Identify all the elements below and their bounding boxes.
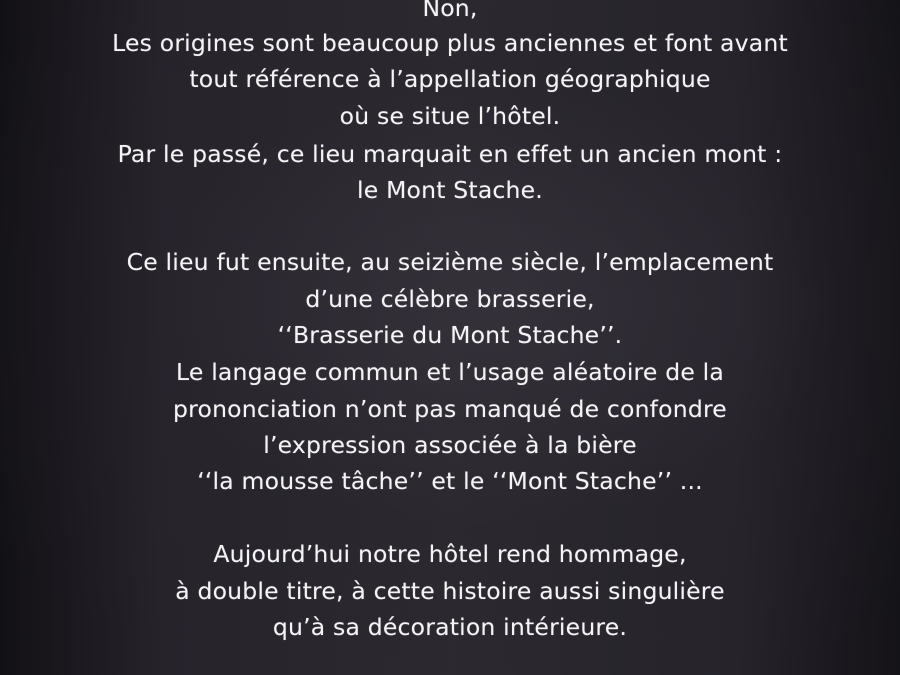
plaque-text-line: où se situe l’hôtel. [339, 102, 561, 130]
plaque-text-line: Par le passé, ce lieu marquait en effet un ancien mont : [117, 140, 783, 168]
plaque-text-line: prononciation n’ont pas manqué de confondre [173, 395, 727, 423]
plaque-text-line: Le langage commun et l’usage aléatoire de la [175, 358, 724, 386]
plaque-text-line: d’une célèbre brasserie, [305, 285, 595, 313]
plaque-text-line: Les origines sont beaucoup plus anciennes et font avant [112, 29, 788, 57]
plaque-text-line: l’expression associée à la bière [263, 431, 637, 459]
plaque-text-line: ‘‘Brasserie du Mont Stache’’. [277, 321, 623, 349]
plaque-text-line: Ce lieu fut ensuite, au seizième siècle, l’emplacement [126, 248, 774, 276]
plaque-text-line: qu’à sa décoration intérieure. [272, 613, 628, 641]
plaque-text-line: le Mont Stache. [357, 176, 543, 204]
plaque-text-line: Aujourd’hui notre hôtel rend hommage, [213, 540, 687, 568]
plaque-text-line: tout référence à l’appellation géographique [189, 65, 711, 93]
plaque-text-line: ‘‘la mousse tâche’’ et le ‘‘Mont Stache’’ ... [197, 467, 703, 495]
plaque-text-line: Non, [422, 0, 478, 22]
plaque-text-line: à double titre, à cette histoire aussi singulière [175, 577, 725, 605]
